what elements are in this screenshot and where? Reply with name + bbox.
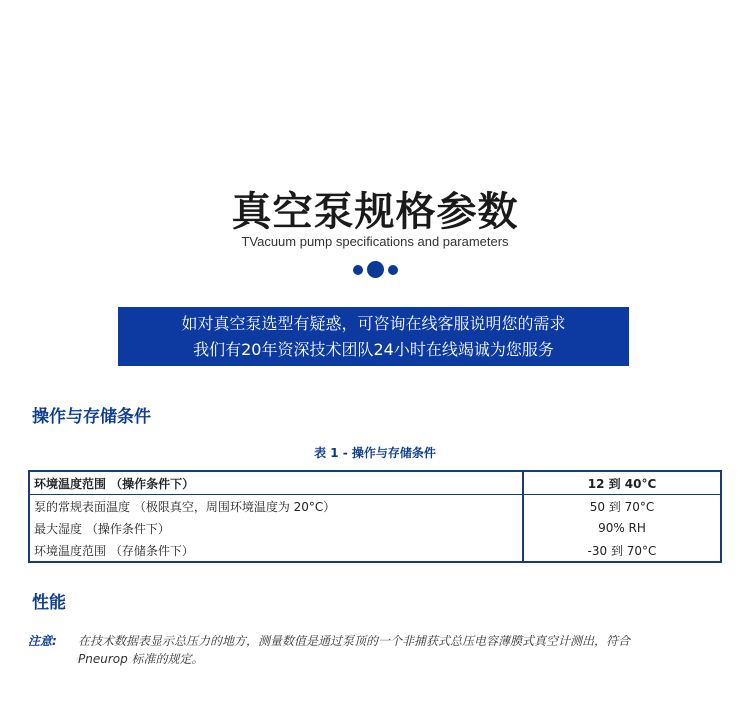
row-label: 环境温度范围 （存储条件下） [29,539,523,562]
note-text-line-2: Pneurop 标准的规定。 [78,652,204,666]
row-value: 90% RH [598,521,646,535]
row-value: -30 到 70°C [587,543,657,558]
consultation-banner [118,307,629,366]
table-row [29,471,721,495]
operating-conditions-table [28,470,722,563]
decorative-dots [0,261,750,278]
banner-line-2: 我们有20年资深技术团队24小时在线竭诚为您服务 [193,339,554,359]
section-heading-operating-conditions: 操作与存储条件 [32,407,151,427]
table-row [29,517,721,539]
table-row [29,495,721,518]
row-label: 泵的常规表面温度 （极限真空，周围环境温度为 20°C） [29,495,523,518]
banner-line-1: 如对真空泵选型有疑惑，可咨询在线客服说明您的需求 [181,313,566,333]
row-value: 50 到 70°C [589,499,655,514]
section-heading-performance: 性能 [32,593,66,613]
table-caption: 表 1 - 操作与存储条件 [314,446,436,460]
table-row [29,539,721,562]
page-subtitle: TVacuum pump specifications and parameters [241,234,509,249]
note-text-line-1: 在技术数据表显示总压力的地方，测量数值是通过泵顶的一个非捕获式总压电容薄膜式真空计测出，符合 [78,634,631,648]
dot-icon [388,265,398,275]
row-value: 12 到 40°C [523,471,721,495]
row-label: 最大湿度 （操作条件下） [29,517,523,539]
row-label: 环境温度范围 （操作条件下） [29,471,523,495]
performance-note [28,632,718,668]
dot-icon [367,261,384,278]
page-title: 真空泵规格参数 [231,189,519,235]
note-label: 注意: [28,634,57,648]
dot-icon [353,265,363,275]
